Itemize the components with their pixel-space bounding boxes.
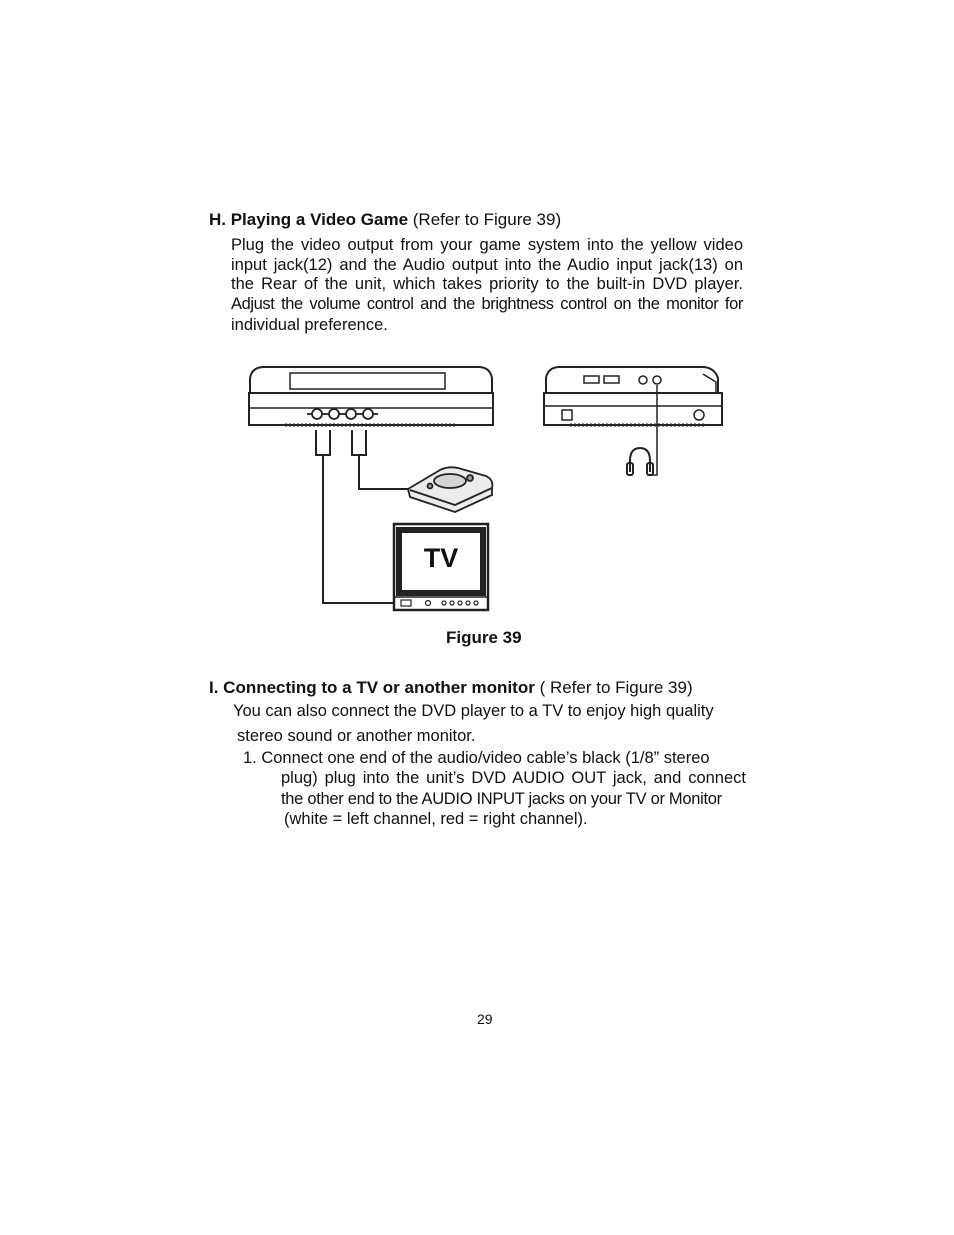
step-1-line-3: the other end to the AUDIO INPUT jacks on your TV or Monitor xyxy=(281,790,722,808)
tv-screen-label: TV xyxy=(423,543,459,573)
figure-caption: Figure 39 xyxy=(446,628,522,647)
section-i-intro-line-1: You can also connect the DVD player to a TV to enjoy high quality xyxy=(233,702,714,720)
page-number: 29 xyxy=(477,1011,493,1027)
section-h-line-1: Plug the video output from your game system into the yellow video xyxy=(231,236,743,254)
headphones-icon xyxy=(627,448,653,475)
dvd-player-front xyxy=(249,367,493,425)
section-h-line-5: individual preference. xyxy=(231,316,388,334)
cable-to-console xyxy=(359,455,418,489)
section-i-intro-line-2: stereo sound or another monitor. xyxy=(237,727,476,745)
section-h-line-2: input jack(12) and the Audio output into the Audio input jack(13) on xyxy=(231,256,743,274)
section-i-heading xyxy=(209,678,693,698)
section-i-title: I. Connecting to a TV or another monitor xyxy=(209,678,535,697)
section-h-ref: (Refer to Figure 39) xyxy=(408,210,562,229)
section-i-ref: ( Refer to Figure 39) xyxy=(534,678,693,697)
game-console-icon xyxy=(408,467,492,512)
av-jacks xyxy=(307,409,378,419)
step-1-line-1: 1. Connect one end of the audio/video cable’s black (1/8” stereo xyxy=(243,749,710,767)
dvd-player-side xyxy=(544,367,722,425)
section-h-title: H. Playing a Video Game xyxy=(209,210,409,229)
section-h-line-3: the Rear of the unit, which takes priority to the built-in DVD player. xyxy=(231,275,743,293)
cable-plugs xyxy=(316,430,366,455)
step-1-line-2: plug) plug into the unit’s DVD AUDIO OUT jack, and connect xyxy=(281,769,746,787)
section-h-line-4: Adjust the volume control and the brightness control on the monitor for xyxy=(231,295,743,313)
step-1-line-4: (white = left channel, red = right channel). xyxy=(284,810,588,828)
